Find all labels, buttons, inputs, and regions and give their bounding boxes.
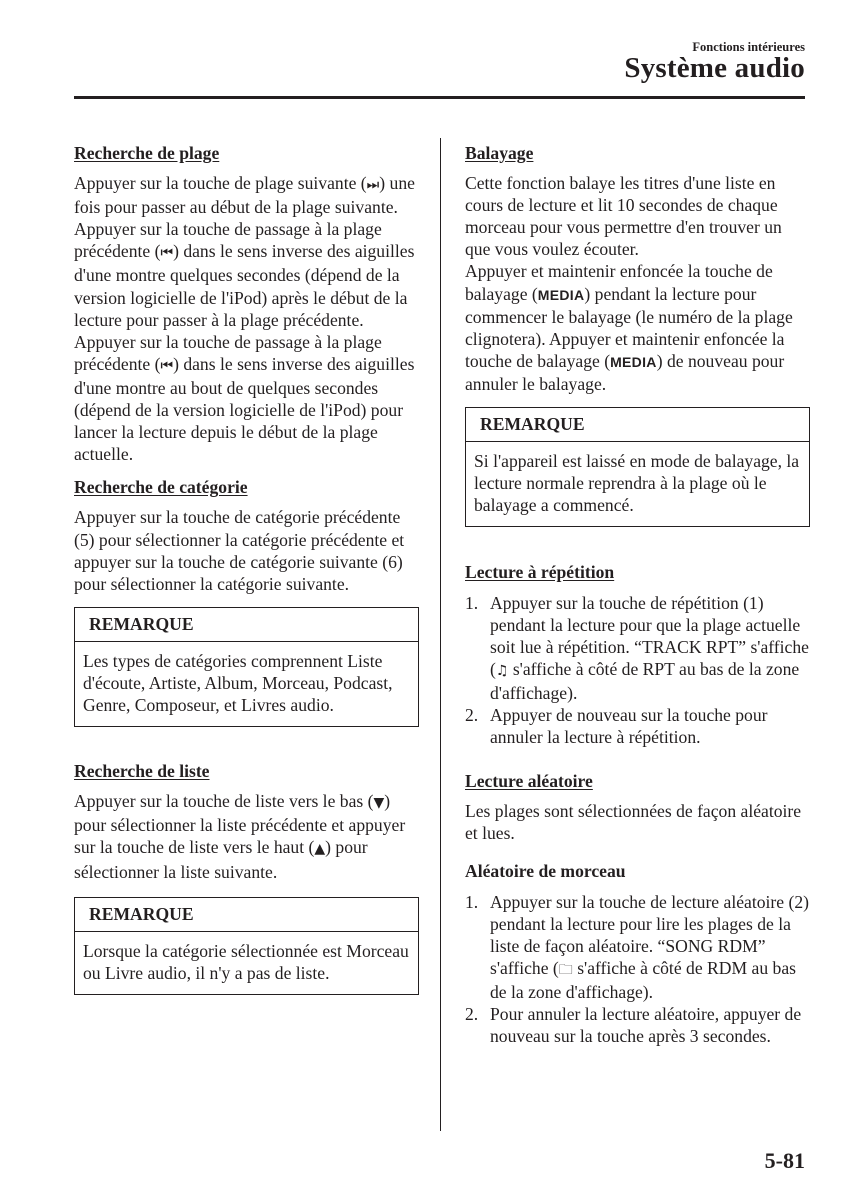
prev-track-icon: ⏮ bbox=[160, 357, 174, 374]
music-note-icon: ♫ bbox=[495, 662, 509, 679]
page-title: Système audio bbox=[624, 52, 805, 84]
track-search-paragraph-3: Appuyer sur la touche de passage à la plage précédente (⏮) dans le sens inverse des aiguilles d'une montre au bout de quelques secondes (dépend de la version logicielle de l'iPod) pour lancer la lecture depuis le début de la plage actuelle. bbox=[74, 331, 415, 465]
list-note-box bbox=[74, 897, 419, 995]
note-text: Les types de catégories comprennent Liste d'écoute, Artiste, Album, Morceau, Podcast, Genre, Composeur, et Livres audio. bbox=[83, 650, 393, 716]
list-item: 2. Pour annuler la lecture aléatoire, appuyer de nouveau sur la touche après 3 secondes. bbox=[465, 1004, 802, 1047]
folder-icon: 🗀 bbox=[558, 961, 573, 978]
next-track-icon: ⏭ bbox=[366, 177, 380, 194]
scan-paragraph-1: Cette fonction balaye les titres d'une liste en cours de lecture et lit 10 secondes de chaque morceau pour vous permettre d'en trouver un que vous voulez écouter. bbox=[465, 173, 782, 260]
category-search-heading: Recherche de catégorie bbox=[74, 477, 248, 498]
list-item: 1. Appuyer sur la touche de répétition (1) pendant la lecture pour que la plage actuelle soit lue à répétition. “TRACK RPT” s'affiche (♫ s'affiche à côté de RPT au bas de la zone d'affichage). bbox=[465, 592, 809, 703]
random-heading: Lecture aléatoire bbox=[465, 771, 593, 792]
note-label: REMARQUE bbox=[75, 898, 418, 932]
page-number: 5-81 bbox=[764, 1148, 805, 1173]
media-button-label: MEDIA bbox=[537, 286, 585, 303]
note-label: REMARQUE bbox=[75, 608, 418, 642]
left-column bbox=[74, 142, 419, 995]
random-song-subheading: Aléatoire de morceau bbox=[465, 861, 626, 882]
note-text: Si l'appareil est laissé en mode de balayage, la lecture normale reprendra à la plage où le balayage a commencé. bbox=[474, 451, 800, 516]
up-arrow-icon: ▲ bbox=[314, 841, 326, 858]
random-steps bbox=[465, 891, 810, 1048]
scan-heading: Balayage bbox=[465, 143, 534, 163]
header-rule bbox=[74, 96, 805, 99]
scan-note-box bbox=[465, 407, 810, 527]
category-note-box bbox=[74, 607, 419, 727]
media-button-label: MEDIA bbox=[610, 353, 657, 370]
category-search-paragraph: Appuyer sur la touche de catégorie précédente (5) pour sélectionner la catégorie précédente et appuyer sur la touche de catégorie suivante (6) pour sélectionner la catégorie suivante. bbox=[74, 507, 405, 594]
right-column bbox=[465, 142, 810, 1047]
prev-track-icon: ⏮ bbox=[160, 245, 174, 262]
repeat-steps bbox=[465, 592, 810, 749]
list-search-heading: Recherche de liste bbox=[74, 761, 210, 782]
column-divider bbox=[440, 138, 441, 1131]
track-search-paragraph-2: Appuyer sur la touche de passage à la plage précédente (⏮) dans le sens inverse des aiguilles d'une montre quelques secondes (dépend de la version logicielle de l'iPod) après le début de la lecture pour passer à la plage précédente. bbox=[74, 219, 415, 330]
scan-paragraph-2: Appuyer et maintenir enfoncée la touche de balayage (MEDIA) pendant la lecture pour commencer le balayage (le numéro de la plage clignotera). Appuyer et maintenir enfoncée la touche de balayage (MEDIA) de nouveau pour annuler le balayage. bbox=[465, 261, 793, 394]
list-item: 1. Appuyer sur la touche de lecture aléatoire (2) pendant la lecture pour lire les plages de la liste de façon aléatoire. “SONG RDM” s'affiche (🗀 s'affiche à côté de RDM au bas de la zone d'affichage). bbox=[465, 891, 809, 1002]
section-label: Fonctions intérieures bbox=[692, 40, 805, 54]
track-search-paragraph-1: Appuyer sur la touche de plage suivante (⏭) une fois pour passer au début de la plage suivante. bbox=[74, 173, 415, 218]
note-text: Lorsque la catégorie sélectionnée est Morceau ou Livre audio, il n'y a pas de liste. bbox=[83, 940, 409, 983]
down-arrow-icon: ▼ bbox=[373, 795, 385, 812]
track-search-heading: Recherche de plage bbox=[74, 143, 220, 163]
repeat-heading: Lecture à répétition bbox=[465, 562, 615, 583]
note-label: REMARQUE bbox=[466, 408, 809, 442]
random-paragraph: Les plages sont sélectionnées de façon aléatoire et lues. bbox=[465, 801, 802, 844]
list-item: 2. Appuyer de nouveau sur la touche pour annuler la lecture à répétition. bbox=[465, 704, 768, 748]
list-search-paragraph: Appuyer sur la touche de liste vers le bas (▼) pour sélectionner la liste précédente et appuyer sur la touche de liste vers le haut (▲) pour sélectionner la liste suivante. bbox=[74, 791, 406, 882]
